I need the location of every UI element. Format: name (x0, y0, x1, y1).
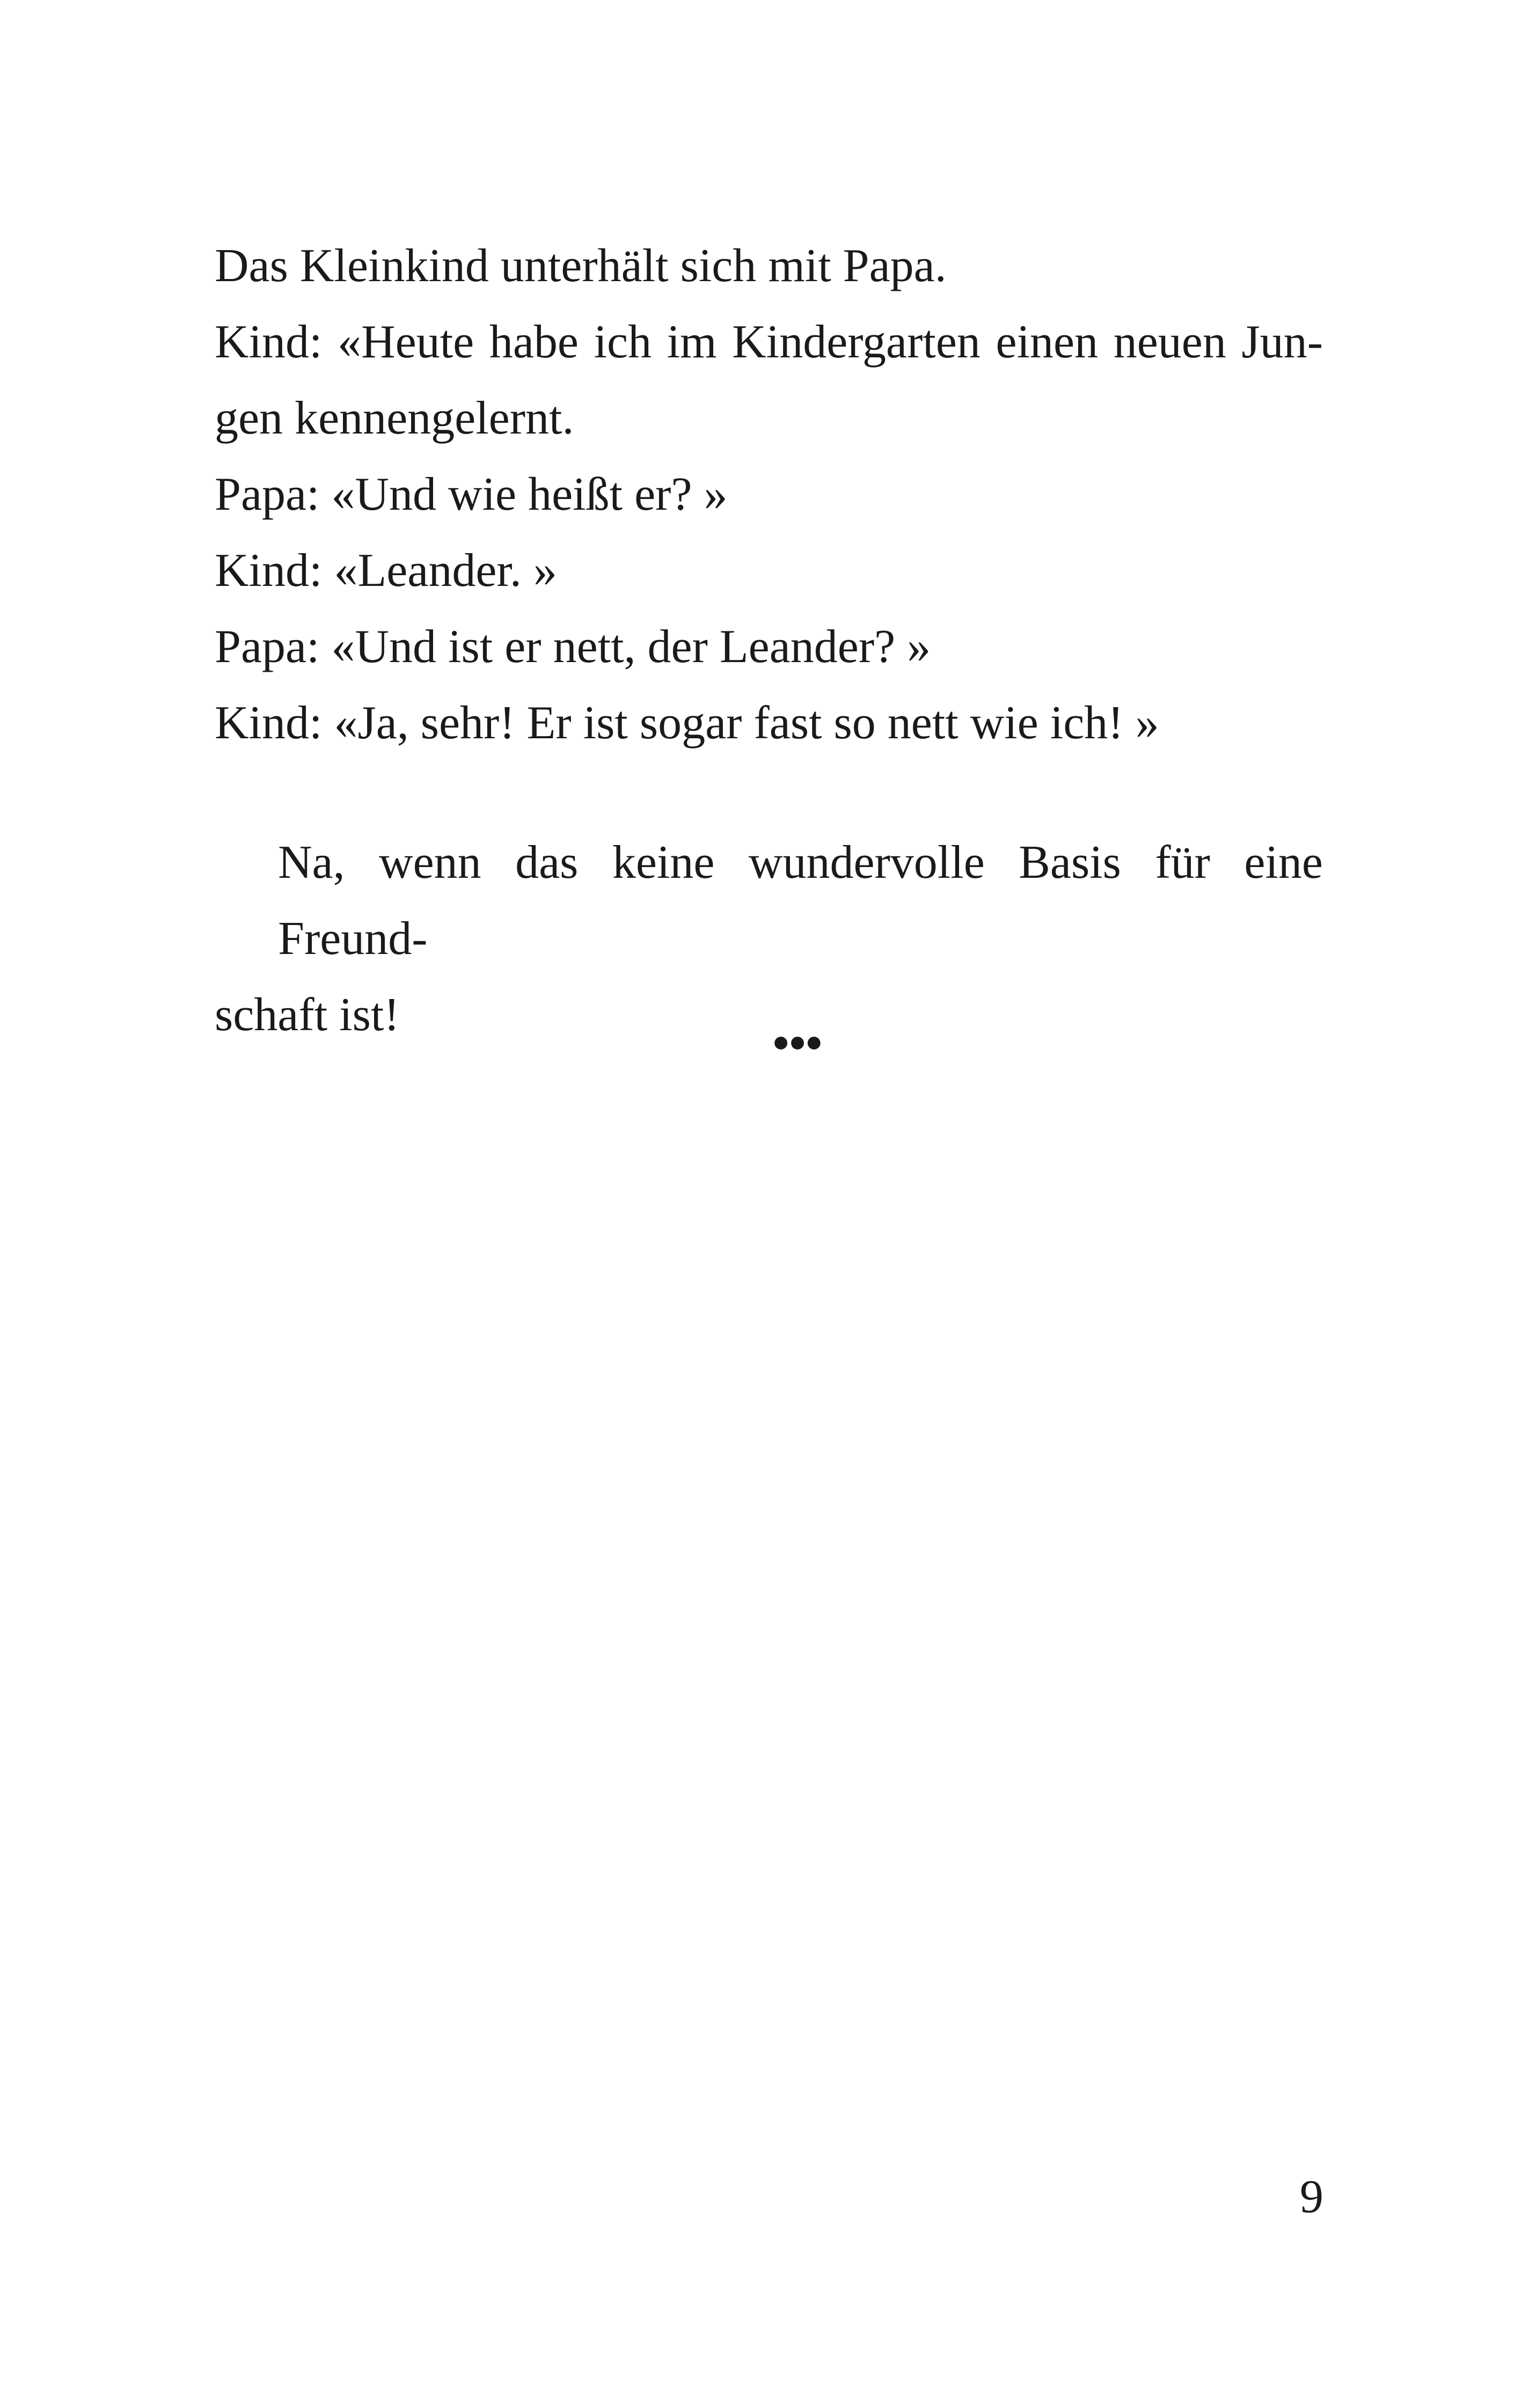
text-line: schaft ist! (215, 989, 400, 1041)
text-line: Kind: «Ja, sehr! Er ist sogar fast so nett wie ich! » (215, 697, 1159, 749)
text-line: Papa: «Und wie heißt er? » (215, 468, 728, 520)
page-number: 9 (1300, 2171, 1323, 2223)
text-line: Papa: «Und ist er nett, der Leander? » (215, 621, 931, 673)
section-separator: ••• (772, 1017, 823, 1069)
text-line: Kind: «Heute habe ich im Kindergarten einen neuen Jun- (215, 316, 1323, 368)
dialogue-block (215, 228, 1323, 761)
text-line: gen kennengelernt. (215, 392, 574, 444)
text-line: Kind: «Leander. » (215, 545, 557, 597)
text-line: Das Kleinkind unterhält sich mit Papa. (215, 240, 947, 292)
text-line: Na, wenn das keine wundervolle Basis für eine Freund- (278, 836, 1323, 965)
